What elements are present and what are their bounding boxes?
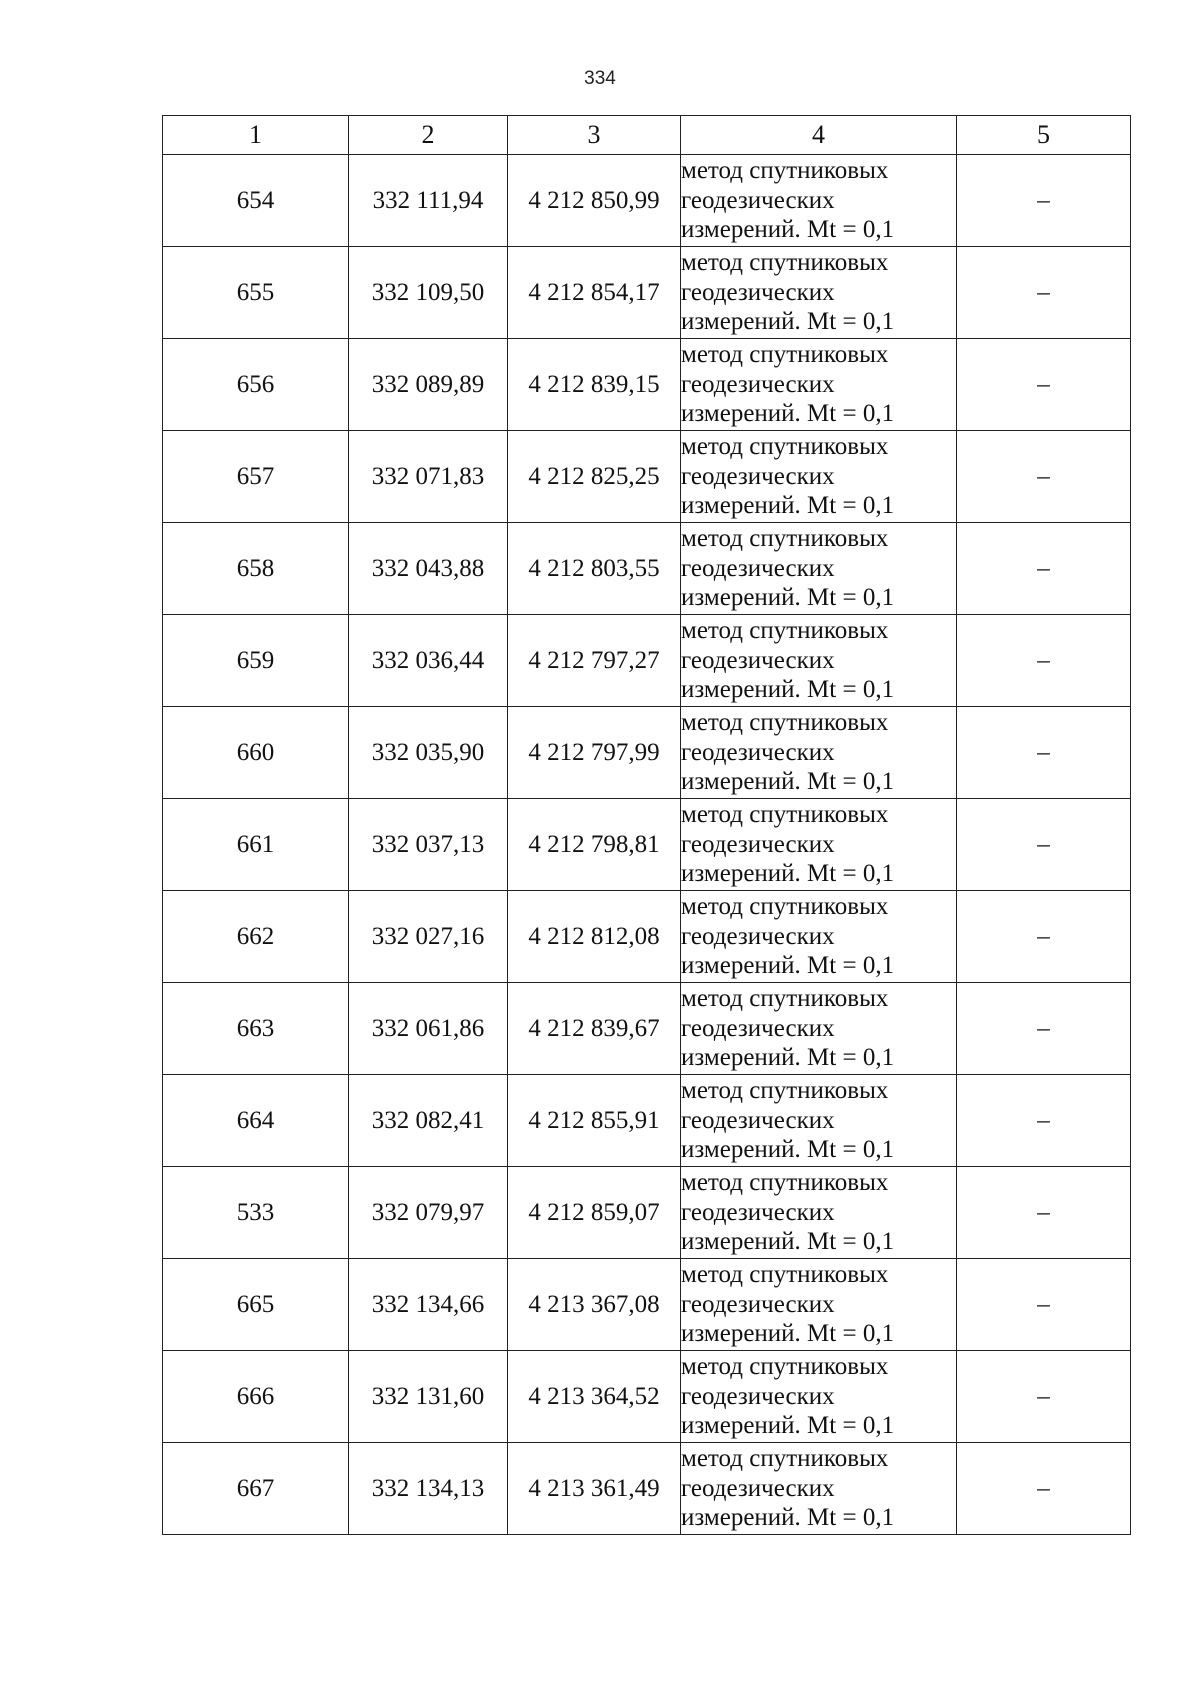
note-cell: – [957,891,1131,983]
method-cell [681,615,957,707]
method-cell [681,891,957,983]
point-number-cell: 654 [163,155,349,247]
method-line: геодезических [681,646,835,674]
header-col-5: 5 [957,116,1131,155]
method-line: геодезических [681,1474,835,1502]
point-number-cell: 666 [163,1351,349,1443]
method-line: метод спутниковых [681,801,889,829]
method-line: геодезических [681,1198,835,1226]
x-coordinate-cell: 332 089,89 [349,339,508,431]
coordinates-table [162,115,1131,1535]
page-number: 334 [584,68,616,89]
point-number-cell: 662 [163,891,349,983]
y-coordinate-cell: 4 212 859,07 [508,1167,681,1259]
note-cell: – [957,155,1131,247]
header-col-3: 3 [508,116,681,155]
method-line: геодезических [681,830,835,858]
table-row [163,891,1131,983]
method-line: измерений. Mt = 0,1 [681,860,895,888]
y-coordinate-cell: 4 212 839,15 [508,339,681,431]
table-row [163,431,1131,523]
method-line: геодезических [681,738,835,766]
table-row [163,155,1131,247]
y-coordinate-cell: 4 213 364,52 [508,1351,681,1443]
x-coordinate-cell: 332 035,90 [349,707,508,799]
x-coordinate-cell: 332 036,44 [349,615,508,707]
point-number-cell: 533 [163,1167,349,1259]
x-coordinate-cell: 332 111,94 [349,155,508,247]
method-line: геодезических [681,1290,835,1318]
y-coordinate-cell: 4 212 839,67 [508,983,681,1075]
point-number-cell: 655 [163,247,349,339]
x-coordinate-cell: 332 079,97 [349,1167,508,1259]
note-cell: – [957,615,1131,707]
note-cell: – [957,707,1131,799]
method-cell [681,339,957,431]
note-cell: – [957,1259,1131,1351]
method-line: измерений. Mt = 0,1 [681,1504,895,1532]
method-line: метод спутниковых [681,1169,889,1197]
method-line: метод спутниковых [681,1261,889,1289]
method-line: измерений. Mt = 0,1 [681,308,895,336]
method-line: измерений. Mt = 0,1 [681,952,895,980]
method-line: геодезических [681,554,835,582]
point-number-cell: 658 [163,523,349,615]
point-number-cell: 665 [163,1259,349,1351]
method-line: метод спутниковых [681,157,889,185]
method-line: измерений. Mt = 0,1 [681,1320,895,1348]
method-line: измерений. Mt = 0,1 [681,400,895,428]
method-cell [681,707,957,799]
table-row [163,1443,1131,1535]
point-number-cell: 661 [163,799,349,891]
method-line: метод спутниковых [681,617,889,645]
method-line: геодезических [681,462,835,490]
table-row [163,615,1131,707]
method-line: измерений. Mt = 0,1 [681,584,895,612]
point-number-cell: 660 [163,707,349,799]
table-row [163,1259,1131,1351]
method-cell [681,523,957,615]
method-line: геодезических [681,186,835,214]
method-line: геодезических [681,370,835,398]
y-coordinate-cell: 4 212 855,91 [508,1075,681,1167]
x-coordinate-cell: 332 071,83 [349,431,508,523]
method-cell [681,155,957,247]
method-cell [681,431,957,523]
point-number-cell: 663 [163,983,349,1075]
note-cell: – [957,1075,1131,1167]
y-coordinate-cell: 4 212 797,99 [508,707,681,799]
point-number-cell: 659 [163,615,349,707]
table-row [163,1075,1131,1167]
x-coordinate-cell: 332 134,13 [349,1443,508,1535]
header-col-4: 4 [681,116,957,155]
table-row [163,1351,1131,1443]
y-coordinate-cell: 4 213 367,08 [508,1259,681,1351]
method-line: метод спутниковых [681,433,889,461]
header-col-2: 2 [349,116,508,155]
method-line: метод спутниковых [681,249,889,277]
table-row [163,983,1131,1075]
note-cell: – [957,1351,1131,1443]
method-line: измерений. Mt = 0,1 [681,1412,895,1440]
table-row [163,799,1131,891]
x-coordinate-cell: 332 037,13 [349,799,508,891]
note-cell: – [957,339,1131,431]
method-line: измерений. Mt = 0,1 [681,676,895,704]
header-col-1: 1 [163,116,349,155]
table-row [163,523,1131,615]
point-number-cell: 664 [163,1075,349,1167]
method-line: измерений. Mt = 0,1 [681,768,895,796]
y-coordinate-cell: 4 213 361,49 [508,1443,681,1535]
method-line: метод спутниковых [681,341,889,369]
method-cell [681,1351,957,1443]
method-line: геодезических [681,278,835,306]
x-coordinate-cell: 332 061,86 [349,983,508,1075]
method-line: метод спутниковых [681,1353,889,1381]
method-line: метод спутниковых [681,893,889,921]
note-cell: – [957,983,1131,1075]
y-coordinate-cell: 4 212 803,55 [508,523,681,615]
method-cell [681,1075,957,1167]
point-number-cell: 667 [163,1443,349,1535]
x-coordinate-cell: 332 082,41 [349,1075,508,1167]
table-row [163,1167,1131,1259]
table-row [163,247,1131,339]
x-coordinate-cell: 332 043,88 [349,523,508,615]
y-coordinate-cell: 4 212 850,99 [508,155,681,247]
y-coordinate-cell: 4 212 825,25 [508,431,681,523]
note-cell: – [957,1167,1131,1259]
point-number-cell: 656 [163,339,349,431]
x-coordinate-cell: 332 027,16 [349,891,508,983]
table-header-row [163,116,1131,155]
y-coordinate-cell: 4 212 798,81 [508,799,681,891]
table-row [163,339,1131,431]
method-cell [681,983,957,1075]
method-line: геодезических [681,1014,835,1042]
y-coordinate-cell: 4 212 854,17 [508,247,681,339]
method-line: геодезических [681,922,835,950]
method-cell [681,247,957,339]
y-coordinate-cell: 4 212 797,27 [508,615,681,707]
method-line: метод спутниковых [681,525,889,553]
method-line: метод спутниковых [681,1445,889,1473]
table-row [163,707,1131,799]
method-cell [681,799,957,891]
note-cell: – [957,799,1131,891]
note-cell: – [957,1443,1131,1535]
method-cell [681,1443,957,1535]
method-line: геодезических [681,1382,835,1410]
note-cell: – [957,523,1131,615]
method-line: измерений. Mt = 0,1 [681,492,895,520]
point-number-cell: 657 [163,431,349,523]
method-cell [681,1259,957,1351]
method-line: метод спутниковых [681,985,889,1013]
note-cell: – [957,431,1131,523]
method-line: геодезических [681,1106,835,1134]
method-cell [681,1167,957,1259]
method-line: измерений. Mt = 0,1 [681,1228,895,1256]
y-coordinate-cell: 4 212 812,08 [508,891,681,983]
method-line: метод спутниковых [681,1077,889,1105]
note-cell: – [957,247,1131,339]
x-coordinate-cell: 332 131,60 [349,1351,508,1443]
x-coordinate-cell: 332 109,50 [349,247,508,339]
method-line: измерений. Mt = 0,1 [681,216,895,244]
method-line: метод спутниковых [681,709,889,737]
method-line: измерений. Mt = 0,1 [681,1136,895,1164]
method-line: измерений. Mt = 0,1 [681,1044,895,1072]
x-coordinate-cell: 332 134,66 [349,1259,508,1351]
